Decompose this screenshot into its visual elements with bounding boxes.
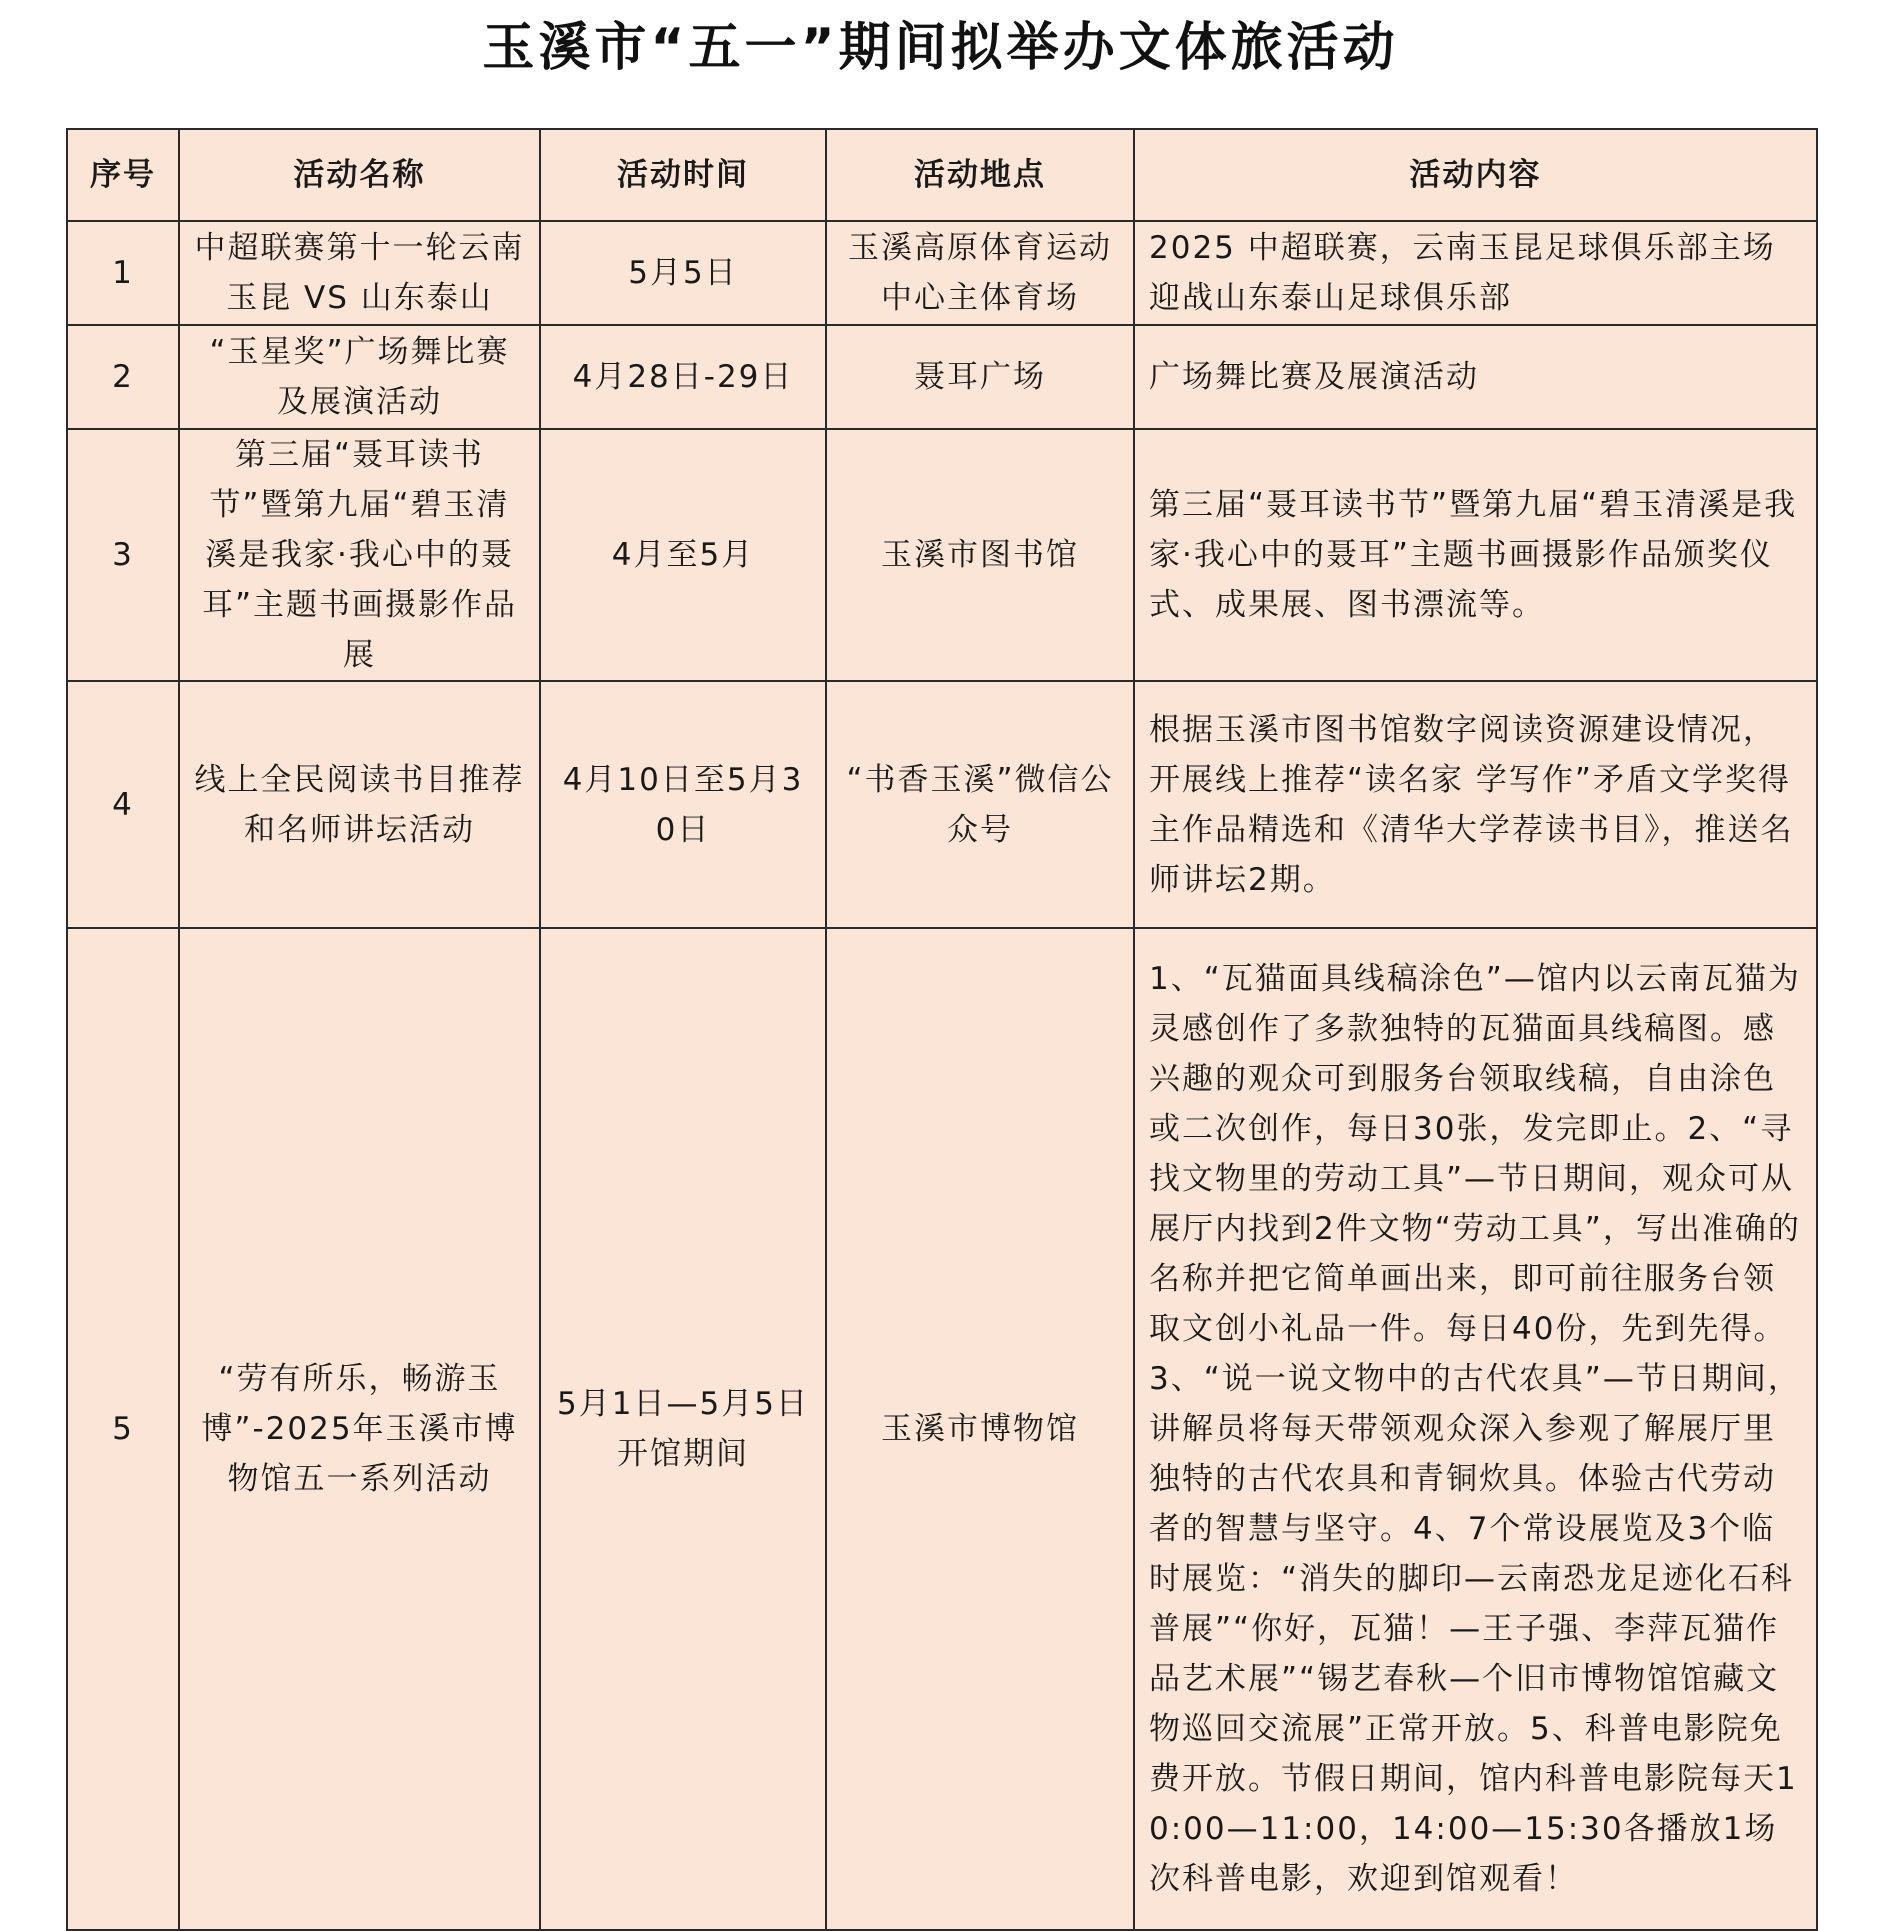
header-place: 活动地点 xyxy=(826,129,1134,221)
cell-no: 4 xyxy=(67,681,179,928)
cell-content: 根据玉溪市图书馆数字阅读资源建设情况，开展线上推荐“读名家 学写作”矛盾文学奖得主作品精选和《清华大学荐读书目》，推送名师讲坛2期。 xyxy=(1134,681,1817,928)
table-row xyxy=(67,681,1817,928)
cell-name: “玉星奖”广场舞比赛及展演活动 xyxy=(179,325,540,429)
table-row xyxy=(67,221,1817,325)
cell-time: 5月5日 xyxy=(540,221,826,325)
table-header-row xyxy=(67,129,1817,221)
cell-name: “劳有所乐，畅游玉博”-2025年玉溪市博物馆五一系列活动 xyxy=(179,928,540,1930)
header-time: 活动时间 xyxy=(540,129,826,221)
cell-content: 广场舞比赛及展演活动 xyxy=(1134,325,1817,429)
cell-place: 玉溪市博物馆 xyxy=(826,928,1134,1930)
cell-name: 中超联赛第十一轮云南玉昆 VS 山东泰山 xyxy=(179,221,540,325)
cell-place: “书香玉溪”微信公众号 xyxy=(826,681,1134,928)
cell-time: 5月1日—5月5日开馆期间 xyxy=(540,928,826,1930)
cell-content: 1、“瓦猫面具线稿涂色”—馆内以云南瓦猫为灵感创作了多款独特的瓦猫面具线稿图。感兴趣的观众可到服务台领取线稿，自由涂色或二次创作，每日30张，发完即止。2、“寻找文物里的劳动工具”—节日期间，观众可从展厅内找到2件文物“劳动工具”，写出准确的名称并把它简单画出来，即可前往服务台领取文创小礼品一件。每日40份，先到先得。3、“说一说文物中的古代农具”—节日期间，讲解员将每天带领观众深入参观了解展厅里独特的古代农具和青铜炊具。体验古代劳动者的智慧与坚守。4、7个常设展览及3个临时展览：“消失的脚印—云南恐龙足迹化石科普展”“你好，瓦猫！—王子强、李萍瓦猫作品艺术展”“锡艺春秋—个旧市博物馆馆藏文物巡回交流展”正常开放。5、科普电影院免费开放。节假日期间，馆内科普电影院每天10:00—11:00，14:00—15:30各播放1场次科普电影，欢迎到馆观看！ xyxy=(1134,928,1817,1930)
cell-place: 聂耳广场 xyxy=(826,325,1134,429)
activities-table xyxy=(66,128,1818,1931)
cell-no: 3 xyxy=(67,429,179,681)
cell-name: 线上全民阅读书目推荐和名师讲坛活动 xyxy=(179,681,540,928)
cell-time: 4月28日-29日 xyxy=(540,325,826,429)
cell-time: 4月10日至5月30日 xyxy=(540,681,826,928)
header-name: 活动名称 xyxy=(179,129,540,221)
table-row xyxy=(67,429,1817,681)
cell-time: 4月至5月 xyxy=(540,429,826,681)
cell-place: 玉溪高原体育运动中心主体育场 xyxy=(826,221,1134,325)
cell-content: 第三届“聂耳读书节”暨第九届“碧玉清溪是我家·我心中的聂耳”主题书画摄影作品颁奖仪式、成果展、图书漂流等。 xyxy=(1134,429,1817,681)
table-row xyxy=(67,928,1817,1930)
page-title: 玉溪市“五一”期间拟举办文体旅活动 xyxy=(482,18,1399,78)
table-row xyxy=(67,325,1817,429)
cell-content: 2025 中超联赛，云南玉昆足球俱乐部主场迎战山东泰山足球俱乐部 xyxy=(1134,221,1817,325)
cell-place: 玉溪市图书馆 xyxy=(826,429,1134,681)
cell-no: 1 xyxy=(67,221,179,325)
cell-no: 2 xyxy=(67,325,179,429)
cell-no: 5 xyxy=(67,928,179,1930)
header-no: 序号 xyxy=(67,129,179,221)
header-content: 活动内容 xyxy=(1134,129,1817,221)
cell-name: 第三届“聂耳读书节”暨第九届“碧玉清溪是我家·我心中的聂耳”主题书画摄影作品展 xyxy=(179,429,540,681)
